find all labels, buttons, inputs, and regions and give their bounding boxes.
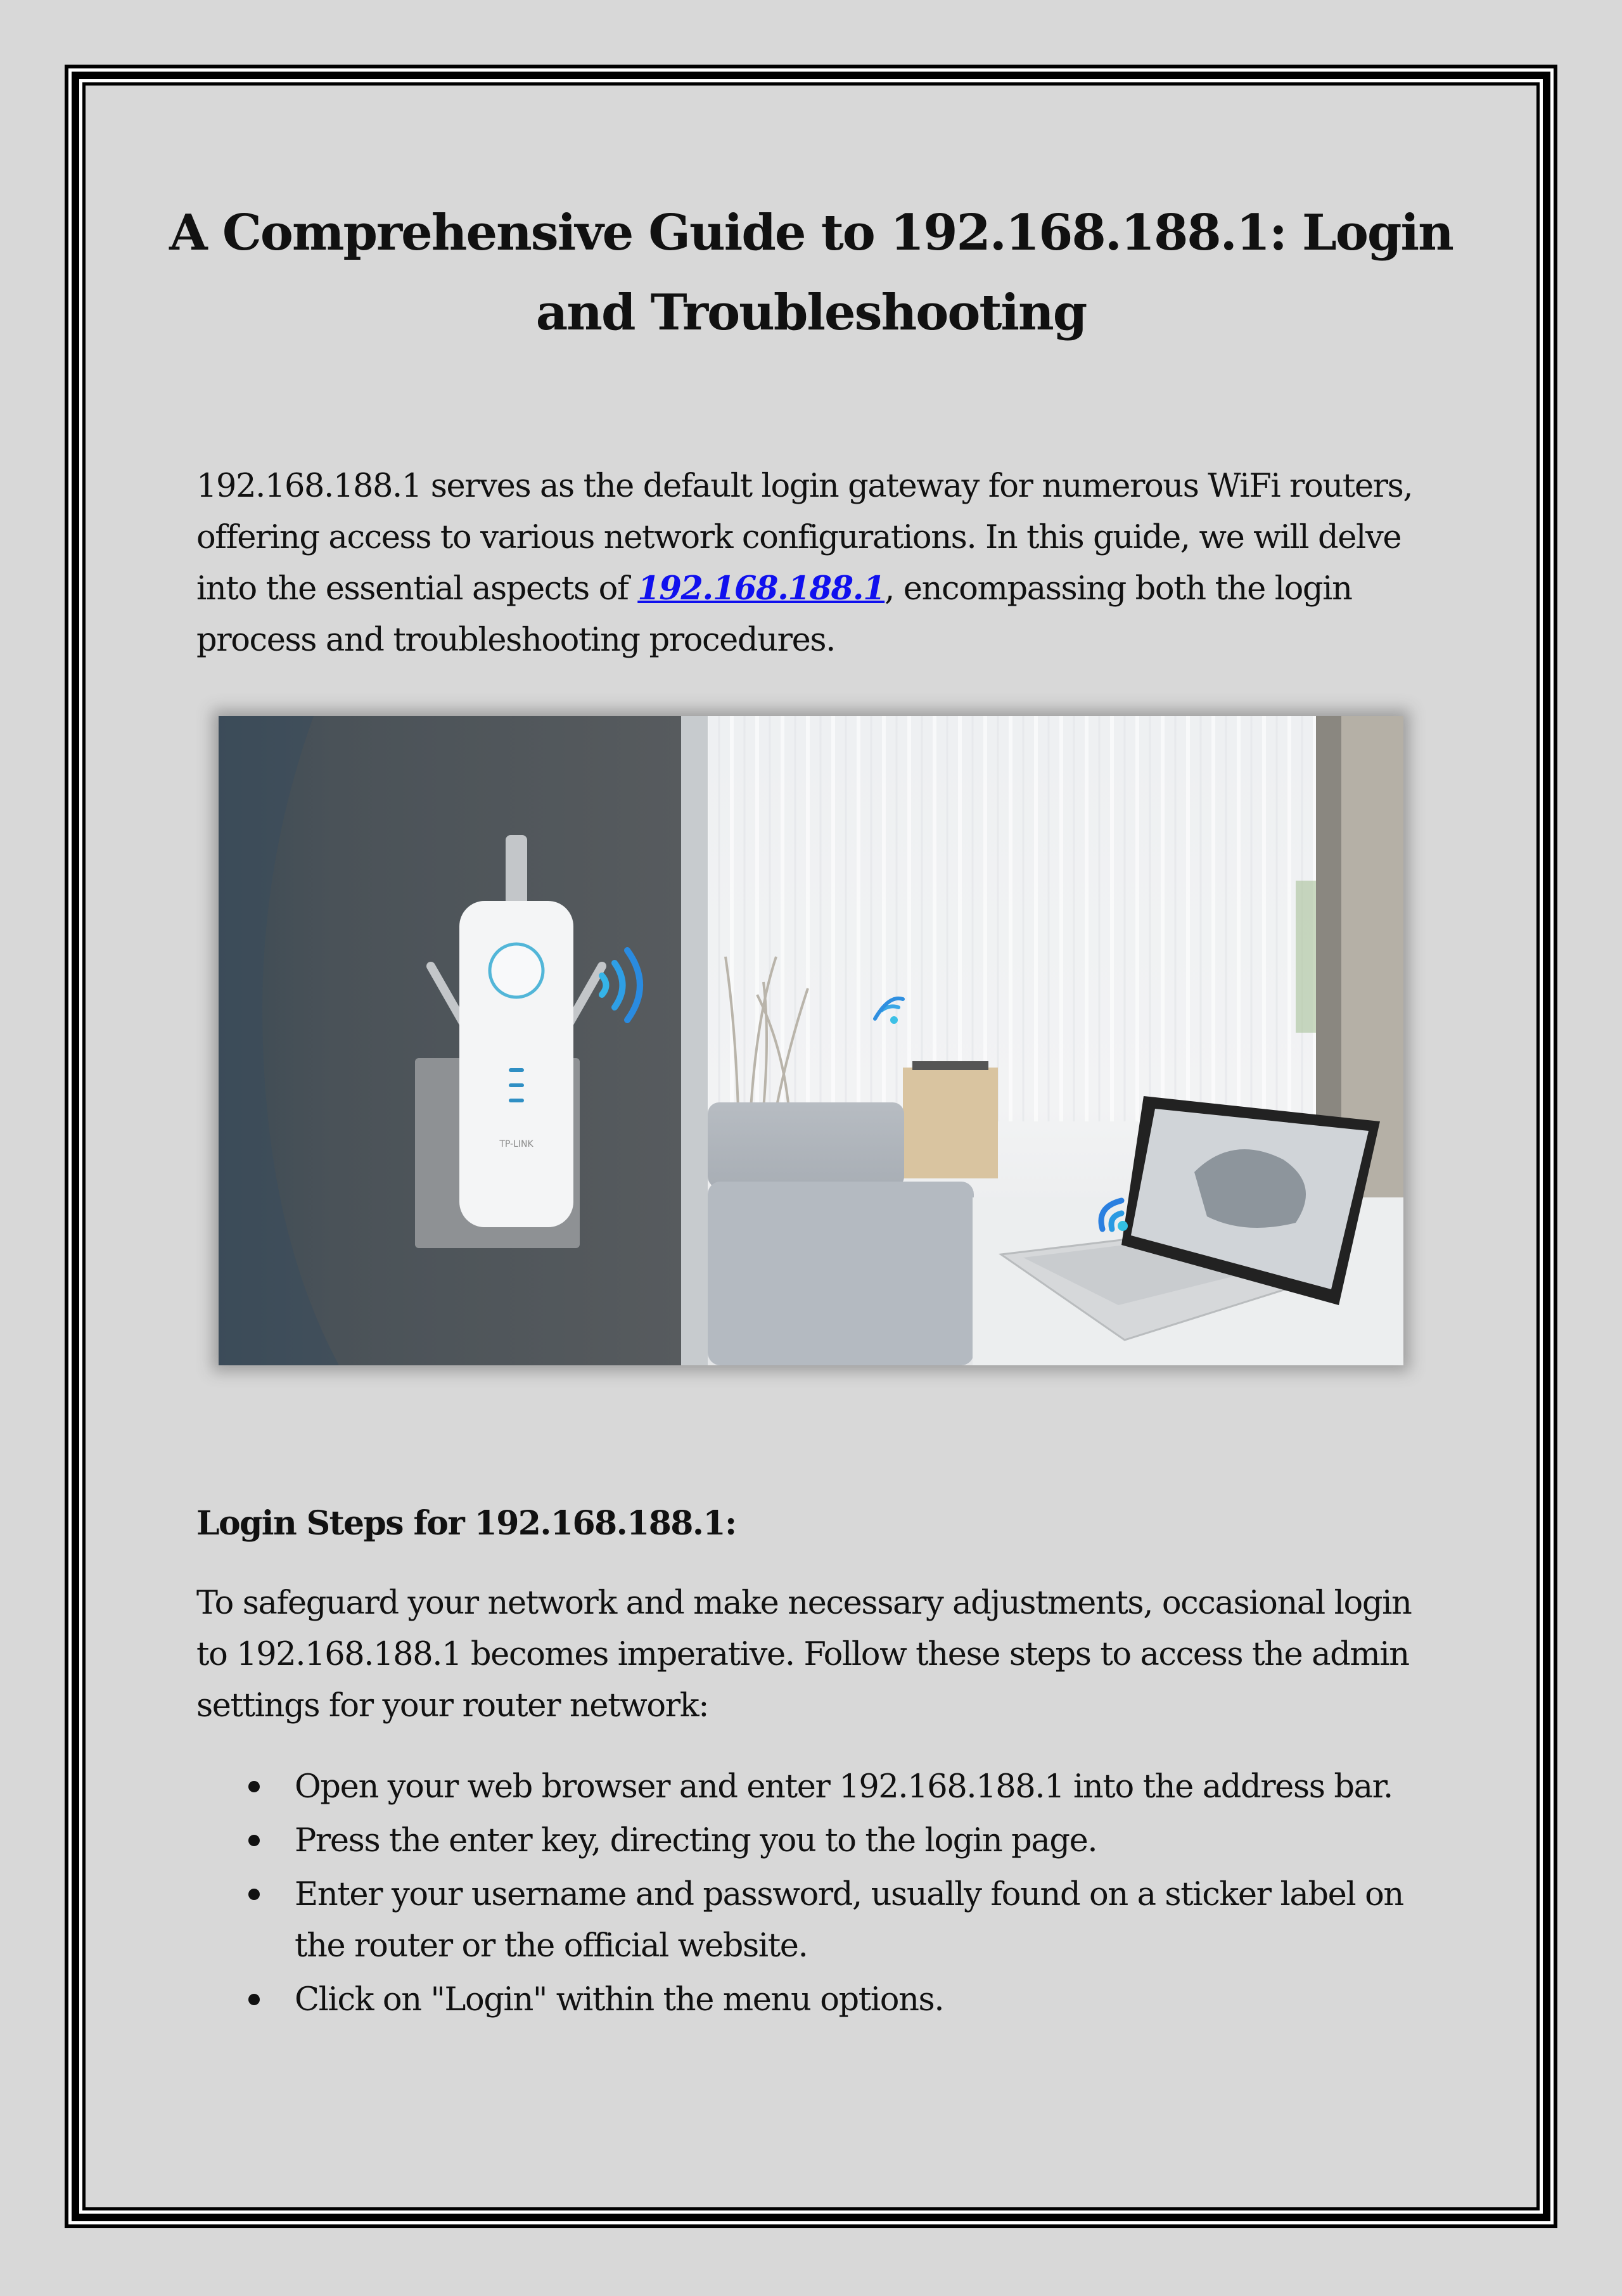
side-table bbox=[903, 1068, 998, 1178]
brand-label: TP-LINK bbox=[499, 1139, 533, 1149]
bullet-icon bbox=[248, 1781, 260, 1792]
ip-address-link[interactable]: 192.168.188.1 bbox=[637, 570, 885, 608]
wps-button bbox=[490, 944, 543, 997]
document-title: A Comprehensive Guide to 192.168.188.1: Login and Troubleshooting bbox=[169, 204, 1453, 341]
intro-text-end: , encompassing both the login process and troubleshooting procedures. bbox=[196, 570, 1352, 659]
step-text: Open your web browser and enter 192.168.188.1 into the address bar. bbox=[295, 1768, 1393, 1806]
list-item bbox=[196, 1815, 1438, 1866]
hero-image bbox=[219, 716, 1403, 1365]
router-and-laptop-illustration bbox=[219, 716, 1403, 1365]
status-light bbox=[509, 1099, 524, 1102]
sofa-back bbox=[708, 1102, 904, 1188]
intro-text-start: 192.168.188.1 serves as the default login gateway for numerous WiFi routers, offering access to various network configurations. In this guide, we will delve into the essential aspects of bbox=[196, 468, 1413, 608]
step-text: Click on "Login" within the menu options. bbox=[295, 1981, 944, 2019]
bullet-icon bbox=[248, 1889, 260, 1900]
bullet-icon bbox=[248, 1835, 260, 1846]
login-intro-paragraph: To safeguard your network and make necessary adjustments, occasional login to 192.168.188.1 becomes imperative. Follow these steps to access the admin settings for your router network: bbox=[196, 1585, 1412, 1725]
list-item bbox=[196, 1974, 1438, 2025]
curtain bbox=[708, 716, 1316, 1121]
window-greenery bbox=[1296, 881, 1316, 1033]
step-text: Press the enter key, directing you to the login page. bbox=[295, 1822, 1097, 1859]
bullet-icon bbox=[248, 1994, 260, 2005]
tablet-on-table bbox=[912, 1061, 988, 1070]
step-text: Enter your username and password, usually found on a sticker label on the router or the official website. bbox=[295, 1876, 1403, 1965]
login-steps-heading: Login Steps for 192.168.188.1: bbox=[196, 1504, 736, 1543]
login-steps-list bbox=[196, 1761, 1438, 2028]
list-item bbox=[196, 1761, 1438, 1813]
sofa-arm bbox=[708, 1182, 974, 1365]
window-frame bbox=[681, 716, 708, 1365]
intro-paragraph bbox=[196, 461, 1438, 666]
status-light bbox=[509, 1083, 524, 1087]
list-item bbox=[196, 1869, 1438, 1972]
status-light bbox=[509, 1068, 524, 1072]
